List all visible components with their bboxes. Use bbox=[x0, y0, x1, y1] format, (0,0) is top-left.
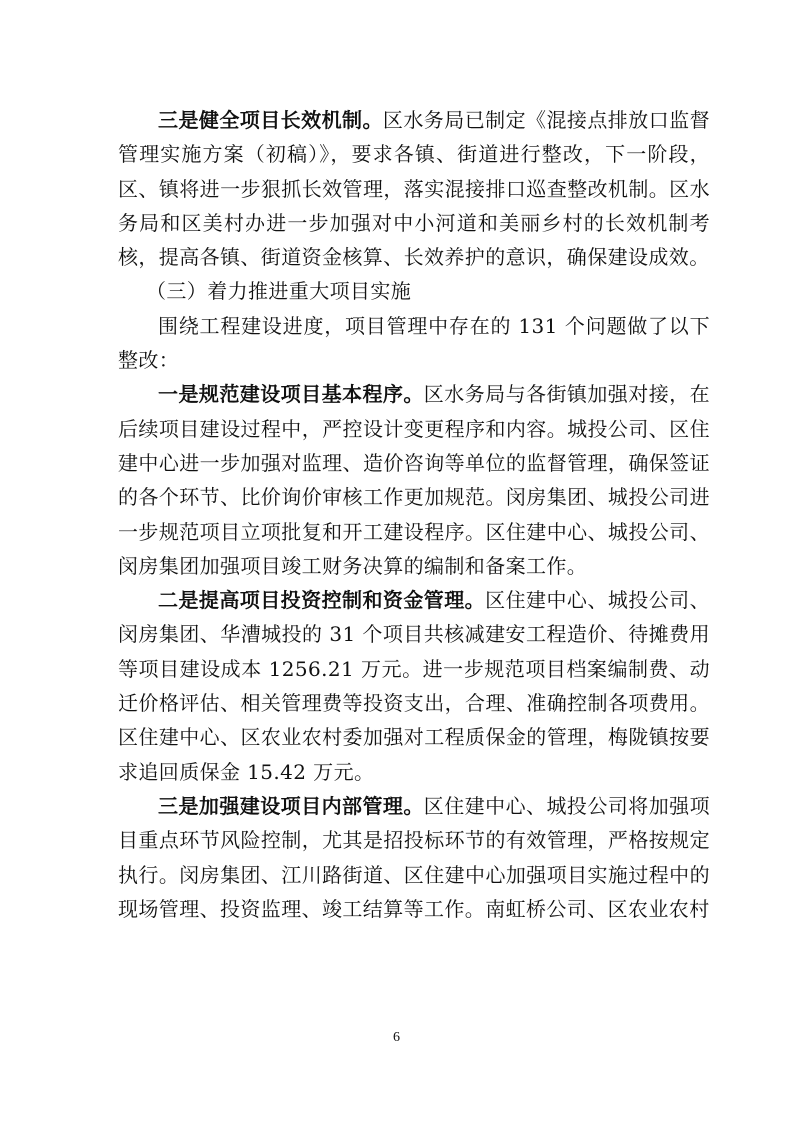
paragraph-internal-management bbox=[118, 789, 710, 926]
section-heading-text: （三）着力推进重大项目实施 bbox=[146, 279, 412, 304]
paragraph-lead: 三是健全项目长效机制。 bbox=[158, 108, 383, 132]
paragraph-text: 区水务局与各街镇加强对接，在后续项目建设过程中，严控设计变更程序和内容。城投公司、区住建中心进一步加强对监理、造价咨询等单位的监督管理，确保签证的各个环节、比价询价审核工作更加规范。闵房集团、城投公司进一步规范项目立项批复和开工建设程序。区住建中心、城投公司、闵房集团加强项目竣工财务决算的编制和备案工作。 bbox=[118, 382, 710, 578]
paragraph-lead: 三是加强建设项目内部管理。 bbox=[158, 793, 424, 818]
paragraph-long-term-mechanism bbox=[118, 103, 710, 274]
paragraph-basic-procedures bbox=[118, 377, 710, 583]
paragraph-lead: 一是规范建设项目基本程序。 bbox=[158, 382, 424, 407]
paragraph-text: 围绕工程建设进度，项目管理中存在的 131 个问题做了以下整改： bbox=[118, 313, 710, 373]
paragraph-text: 区住建中心、城投公司将加强项目重点环节风险控制，尤其是招投标环节的有效管理，严格按规定执行。闵房集团、江川路街道、区住建中心加强项目实施过程中的现场管理、投资监理、竣工结算等工作。南虹桥公司、区农业农村 bbox=[118, 793, 710, 921]
paragraph-issues-intro bbox=[118, 309, 710, 378]
section-heading bbox=[118, 274, 710, 308]
paragraph-lead: 二是提高项目投资控制和资金管理。 bbox=[158, 588, 486, 613]
paragraph-investment-control bbox=[118, 583, 710, 789]
document-body bbox=[118, 103, 710, 926]
paragraph-text: 区住建中心、城投公司、闵房集团、华漕城投的 31 个项目共核减建安工程造价、待摊费用等项目建设成本 1256.21 万元。进一步规范项目档案编制费、动迁价格评估、相关管理费等投资支出，合理、准确控制各项费用。区住建中心、区农业农村委加强对工程质保金的管理，梅陇镇按要求追回质保金 15.42 万元。 bbox=[118, 588, 710, 784]
paragraph-text: 区水务局已制定《混接点排放口监督管理实施方案（初稿）》，要求各镇、街道进行整改，下一阶段，区、镇将进一步狠抓长效管理，落实混接排口巡查整改机制。区水务局和区美村办进一步加强对中小河道和美丽乡村的长效机制考核，提高各镇、街道资金核算、长效养护的意识，确保建设成效。 bbox=[118, 108, 710, 270]
page-number: 6 bbox=[393, 1030, 400, 1045]
